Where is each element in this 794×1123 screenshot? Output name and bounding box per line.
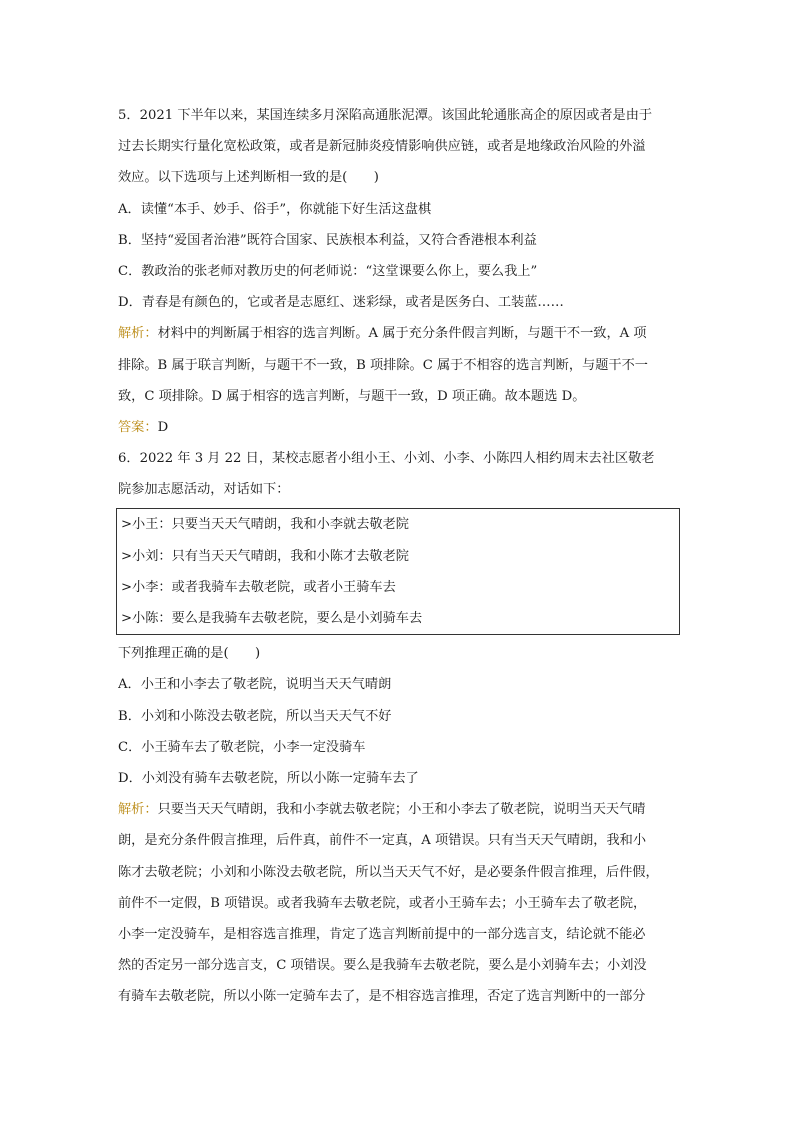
q6-analysis-line bbox=[118, 794, 682, 825]
q6-dialogue-line: >小王：只要当天天气晴朗，我和小李就去敬老院 bbox=[121, 517, 409, 533]
q5-analysis-line bbox=[118, 318, 682, 349]
q6-stem-line: 院参加志愿活动，对话如下： bbox=[118, 482, 290, 498]
q6-analysis-line: 有骑车去敬老院，所以小陈一定骑车去了，是不相容选言推理，否定了选言判断中的一部分 bbox=[118, 989, 646, 1005]
q6-analysis-text: 只要当天天气晴朗，我和小李就去敬老院；小王和小李去了敬老院，说明当天天气晴 bbox=[157, 802, 646, 818]
q6-option-c: C．小王骑车去了敬老院，小李一定没骑车 bbox=[118, 739, 366, 755]
question-6 bbox=[118, 443, 682, 1012]
q5-stem-line: 过去长期实行量化宽松政策，或者是新冠肺炎疫情影响供应链，或者是地缘政治风险的外溢 bbox=[118, 139, 646, 155]
q6-question: 下列推理正确的是( ) bbox=[118, 646, 261, 662]
q6-analysis-line: 陈才去敬老院；小刘和小陈没去敬老院，所以当天天气不好，是必要条件假言推理，后件假， bbox=[118, 864, 659, 880]
q6-analysis-line: 小李一定没骑车，是相容选言推理，肯定了选言判断前提中的一部分选言支，结论就不能必 bbox=[118, 926, 646, 942]
q5-option-b: B．坚持“爱国者治港”既符合国家、民族根本利益，又符合香港根本利益 bbox=[118, 232, 537, 248]
q5-option-d: D．青春是有颜色的，它或者是志愿红、迷彩绿，或者是医务白、工装蓝…… bbox=[118, 295, 564, 311]
q6-option-a: A．小王和小李去了敬老院，说明当天天气晴朗 bbox=[118, 677, 392, 693]
q5-option-c: C．教政治的张老师对教历史的何老师说：“这堂课要么你上，要么我上” bbox=[118, 263, 538, 279]
q6-dialogue-line: >小李：或者我骑车去敬老院，或者小王骑车去 bbox=[121, 579, 396, 595]
q5-analysis-text: 材料中的判断属于相容的选言判断。A 属于充分条件假言判断，与题干不一致，A 项 bbox=[157, 326, 647, 342]
q6-option-d: D．小刘没有骑车去敬老院，所以小陈一定骑车去了 bbox=[118, 770, 419, 786]
q5-analysis-line: 致，C 项排除。D 属于相容的选言判断，与题干一致，D 项正确。故本题选 D。 bbox=[118, 388, 586, 404]
q5-option-a: A．读懂“本手、妙手、俗手”，你就能下好生活这盘棋 bbox=[118, 201, 432, 217]
q6-analysis-line: 然的否定另一部分选言支，C 项错误。要么是我骑车去敬老院，要么是小刘骑车去；小刘没 bbox=[118, 958, 647, 974]
q5-stem-line: 5．2021 下半年以来，某国连续多月深陷高通胀泥潭。该国此轮通胀高企的原因或者是由于 bbox=[118, 108, 653, 123]
question-5 bbox=[118, 100, 682, 443]
q6-dialogue-line: >小陈：要么是我骑车去敬老院，要么是小刘骑车去 bbox=[121, 611, 423, 626]
q5-answer-line bbox=[118, 412, 682, 443]
q6-dialogue-box bbox=[116, 508, 680, 635]
q6-analysis-label: 解析： bbox=[118, 802, 158, 818]
q5-answer-value: D bbox=[157, 419, 169, 435]
q6-dialogue-line: >小刘：只有当天天气晴朗，我和小陈才去敬老院 bbox=[121, 548, 409, 564]
q5-stem-line: 效应。以下选项与上述判断相一致的是( ) bbox=[118, 170, 379, 186]
q6-stem-line: 6．2022 年 3 月 22 日，某校志愿者小组小王、小刘、小李、小陈四人相约周末去社区敬老 bbox=[118, 451, 655, 467]
q6-analysis-line: 朗，是充分条件假言推理，后件真，前件不一定真，A 项错误。只有当天天气晴朗，我和小 bbox=[118, 833, 647, 849]
q5-analysis-label: 解析： bbox=[118, 326, 158, 342]
q5-analysis-line: 排除。B 属于联言判断，与题干不一致，B 项排除。C 属于不相容的选言判断，与题干不一 bbox=[118, 357, 648, 373]
q6-analysis-line: 前件不一定假，B 项错误。或者我骑车去敬老院，或者小王骑车去；小王骑车去了敬老院， bbox=[118, 895, 647, 911]
q5-answer-label: 答案： bbox=[118, 419, 158, 435]
document-content bbox=[118, 100, 682, 1012]
q6-option-b: B．小刘和小陈没去敬老院，所以当天天气不好 bbox=[118, 708, 392, 724]
